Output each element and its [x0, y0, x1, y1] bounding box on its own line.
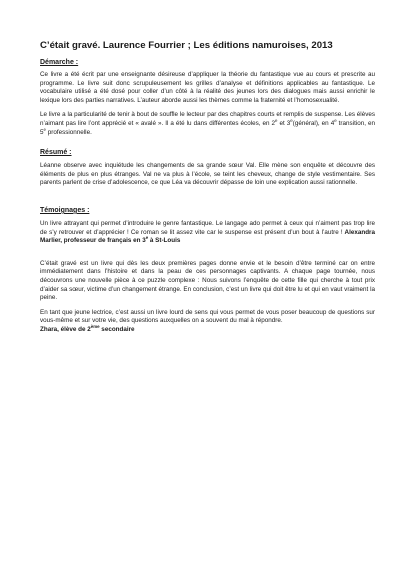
signature-name: Alexandra Marlier, professeur de français en 3 — [40, 228, 375, 245]
ordinal-suffix: ème — [90, 323, 100, 329]
document-title: C’était gravé. Laurence Fourrier ; Les éditions namuroises, 2013 — [40, 40, 333, 51]
document-page — [40, 40, 375, 334]
testimonial-2-paragraph-1: C’était gravé est un livre qui dès les deux premières pages donne envie et le besoin d’être terminé car on entre immédiatement dans l’histoire et dans la peau de ces personnages captivants. A chaque page tournée, nous découvrons une nouvelle pièce à ce puzzle complexe : Nous suivons l’enquête de cette fille qui cherche à tout prix d’aider sa sœur, victime d’un changement étrange. En conclusion, c’est un livre qui doit être lu et qui en vaut vraiment la peine. — [40, 259, 375, 302]
testimonial-1-text: Un livre attrayant qui permet d’introduire le genre fantastique. Le langage ado permet à ceux qui n’aiment pas trop lire de s’y retrouver et d’apprécier ! Ce roman se lit assez vite car le suspense est présent d’un bout à l’autre ! — [40, 219, 375, 236]
resume-paragraph: Léanne observe avec inquiétude les changements de sa grande sœur Val. Elle mène son enquête et découvre des éléments de plus en plus étranges. Val ne va plus à l’école, se teint les cheveux, change de style vestimentaire. Ses parents parlent de crise d’adolescence, ce que Léa va découvrir dépasse de loin une explication aussi rationnelle. — [40, 162, 375, 187]
ordinal-suffix: e — [334, 117, 337, 123]
demarche-p2-text: transition, en 5 — [40, 119, 375, 136]
testimonial-2-paragraph-2: En tant que jeune lectrice, c’est aussi un livre lourd de sens qui vous permet de vous poser beaucoup de questions sur vous-même et sur votre vie, des questions auxquelles on a souvent du mal à répondre. — [40, 308, 375, 325]
testimonial-2-signature — [40, 323, 375, 335]
demarche-paragraph-2 — [40, 111, 375, 137]
ordinal-suffix: e — [275, 117, 278, 123]
demarche-p2-text: Le livre a la particularité de tenir à bout de souffle le lecteur par des chapitres courts et remplis de suspense. Les élèves n’aimant pas lire l’ont apprécié et « avalé ». Il a été lu dans différentes écoles, en 2 — [40, 111, 375, 127]
demarche-p2-text: professionnelle. — [45, 128, 92, 136]
demarche-p2-text: et 3 — [277, 119, 291, 127]
demarche-paragraph-1: Ce livre a été écrit par une enseignante désireuse d’appliquer la théorie du fantastique vue au cours et prescrite au programme. Le livre suit donc scrupuleusement les grilles d’analyse et définitions applicables au fantastique. Le vocabulaire utilisé a été dosé pour coller d’un côté à la réalité des jeunes lors des dialogues mais aussi enrichir le lexique lors des parties narratives. L’auteur aborde aussi les thèmes comme la fraternité et l’homosexualité. — [40, 71, 375, 104]
ordinal-suffix: e — [43, 126, 46, 132]
resume-heading: Résumé : — [40, 149, 72, 157]
ordinal-suffix: e — [290, 117, 293, 123]
signature-school: à St-Louis — [148, 237, 181, 245]
signature-grade: secondaire — [99, 325, 135, 333]
signature-name: Zhara, élève de 2 — [40, 325, 91, 333]
demarche-p2-text: (général), en 4 — [292, 119, 335, 127]
ordinal-suffix: e — [145, 235, 149, 241]
testimonial-1 — [40, 220, 375, 246]
demarche-heading: Démarche : — [40, 59, 79, 66]
temoignages-heading: Témoignages : — [40, 206, 90, 214]
